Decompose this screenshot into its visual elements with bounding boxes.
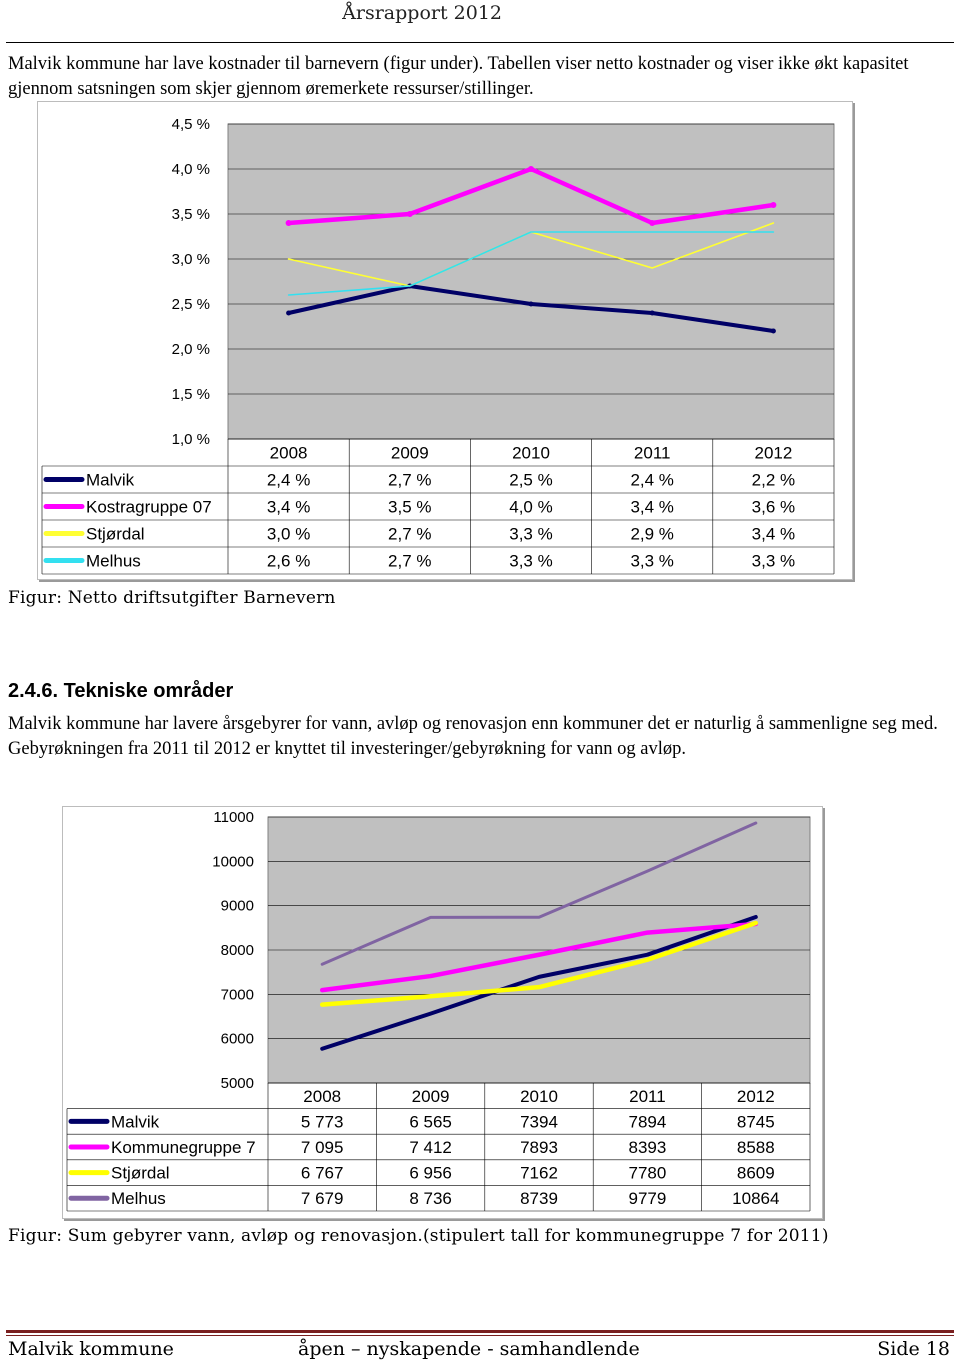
table-cell: 3,5 %	[388, 497, 432, 517]
table-cell: 3,0 %	[266, 524, 311, 544]
table-cell: 2,4 %	[266, 470, 311, 490]
table-cell: 6 956	[409, 1163, 452, 1183]
y-tick-label: 8000	[220, 942, 254, 959]
table-cell: 7 679	[300, 1189, 344, 1209]
chart1-svg	[38, 102, 852, 579]
intro-paragraph: Malvik kommune har lave kostnader til barnevern (figur under). Tabellen viser netto kostnader og viser ikke økt kapasitet gjennom satsningen som skjer gjennom øremerkete ressurser/stillinger.	[8, 54, 909, 99]
y-tick-label: 7000	[220, 986, 254, 1004]
y-tick-label: 5000	[220, 1075, 254, 1092]
y-tick-label: 4,0 %	[171, 161, 210, 178]
y-tick-label: 2,0 %	[171, 341, 210, 358]
legend-label: Malvik	[86, 470, 135, 490]
table-cell: 2,6 %	[266, 551, 311, 571]
legend-label: Kostragruppe 07	[86, 497, 212, 517]
table-cell: 8588	[736, 1138, 775, 1157]
footer-divider	[6, 1330, 954, 1333]
series-point	[407, 211, 413, 217]
y-tick-label: 3,0 %	[171, 251, 210, 268]
table-cell: 7394	[520, 1112, 558, 1132]
table-cell: 7 412	[409, 1138, 452, 1157]
y-tick-label: 6000	[220, 1030, 254, 1048]
section-paragraph: Malvik kommune har lavere årsgebyrer for vann, avløp og renovasjon enn kommuner det er naturlig å sammenligne seg med. Gebyrøkningen fra 2011 til 2012 er knyttet til investeringer/gebyrøkning for vann og avløp.	[8, 714, 938, 759]
y-tick-label: 2,5 %	[171, 296, 210, 313]
section-heading: 2.4.6. Tekniske områder	[8, 680, 234, 702]
table-cell: 7894	[628, 1112, 667, 1132]
y-tick-label: 4,5 %	[171, 116, 210, 133]
series-point	[286, 220, 292, 226]
table-cell: 8393	[628, 1138, 667, 1157]
table-cell: 7 095	[300, 1138, 344, 1157]
table-cell: 9779	[628, 1189, 667, 1209]
table-year-label: 2009	[390, 443, 429, 463]
table-year-label: 2008	[269, 443, 308, 463]
table-cell: 2,2 %	[751, 470, 796, 490]
chart2-svg	[63, 807, 822, 1218]
legend-label: Stjørdal	[111, 1163, 170, 1183]
table-year-label: 2009	[411, 1086, 450, 1106]
series-point	[649, 220, 655, 226]
table-year-label: 2012	[754, 443, 793, 463]
table-cell: 2,4 %	[630, 470, 674, 490]
legend-label: Melhus	[111, 1189, 166, 1209]
table-cell: 3,4 %	[630, 497, 674, 517]
table-cell: 6 565	[409, 1112, 452, 1132]
chart1-caption: Figur: Netto driftsutgifter Barnevern	[8, 588, 336, 608]
report-title: Årsrapport 2012	[342, 2, 502, 24]
footer-divider-thin	[6, 1335, 954, 1336]
chart2-caption: Figur: Sum gebyrer vann, avløp og renovasjon.(stipulert tall for kommunegruppe 7 for 2011)	[8, 1226, 829, 1246]
table-cell: 2,7 %	[388, 551, 432, 571]
table-cell: 7780	[628, 1163, 667, 1183]
table-cell: 8739	[520, 1189, 558, 1209]
table-cell: 8609	[736, 1163, 775, 1183]
footer-slogan: åpen – nyskapende - samhandlende	[298, 1338, 640, 1360]
table-year-label: 2010	[512, 443, 550, 463]
table-cell: 2,5 %	[509, 470, 553, 490]
table-cell: 2,7 %	[388, 524, 432, 544]
table-cell: 2,9 %	[630, 524, 674, 544]
footer-municipality: Malvik kommune	[8, 1338, 174, 1360]
y-tick-label: 10000	[212, 853, 254, 871]
table-cell: 10864	[732, 1189, 780, 1209]
series-point	[528, 166, 534, 172]
table-cell: 6 767	[300, 1163, 344, 1183]
table-cell: 3,6 %	[751, 497, 796, 517]
header-divider	[6, 42, 954, 43]
table-cell: 3,4 %	[751, 524, 796, 544]
table-cell: 8 736	[409, 1189, 452, 1209]
y-tick-label: 9000	[220, 897, 254, 915]
table-cell: 3,4 %	[266, 497, 311, 517]
table-year-label: 2012	[736, 1086, 775, 1106]
table-year-label: 2011	[629, 1086, 666, 1106]
series-point	[771, 329, 776, 334]
table-year-label: 2011	[633, 443, 671, 463]
footer-page-number: Side 18	[877, 1338, 950, 1360]
table-cell: 7162	[520, 1163, 558, 1183]
table-year-label: 2008	[303, 1086, 342, 1106]
table-cell: 3,3 %	[630, 551, 674, 571]
series-point	[286, 311, 291, 316]
table-cell: 2,7 %	[388, 470, 432, 490]
chart-netto-driftsutgifter	[37, 101, 853, 580]
table-cell: 3,3 %	[509, 551, 553, 571]
table-cell: 3,3 %	[751, 551, 796, 571]
legend-label: Malvik	[111, 1112, 160, 1132]
legend-label: Kommunegruppe 7	[111, 1138, 256, 1157]
table-year-label: 2010	[520, 1086, 558, 1106]
chart-sum-gebyrer	[62, 806, 823, 1219]
legend-label: Stjørdal	[86, 524, 145, 544]
y-tick-label: 3,5 %	[171, 206, 210, 223]
table-cell: 4,0 %	[509, 497, 553, 517]
table-cell: 7893	[520, 1138, 558, 1157]
y-tick-label: 1,5 %	[171, 386, 210, 403]
y-tick-label: 1,0 %	[171, 431, 210, 448]
y-tick-label: 11000	[213, 809, 254, 826]
table-cell: 3,3 %	[509, 524, 553, 544]
legend-label: Melhus	[86, 551, 141, 571]
series-point	[650, 311, 655, 316]
series-point	[770, 202, 776, 208]
table-cell: 8745	[736, 1112, 775, 1132]
table-cell: 5 773	[300, 1112, 344, 1132]
series-point	[529, 302, 534, 307]
